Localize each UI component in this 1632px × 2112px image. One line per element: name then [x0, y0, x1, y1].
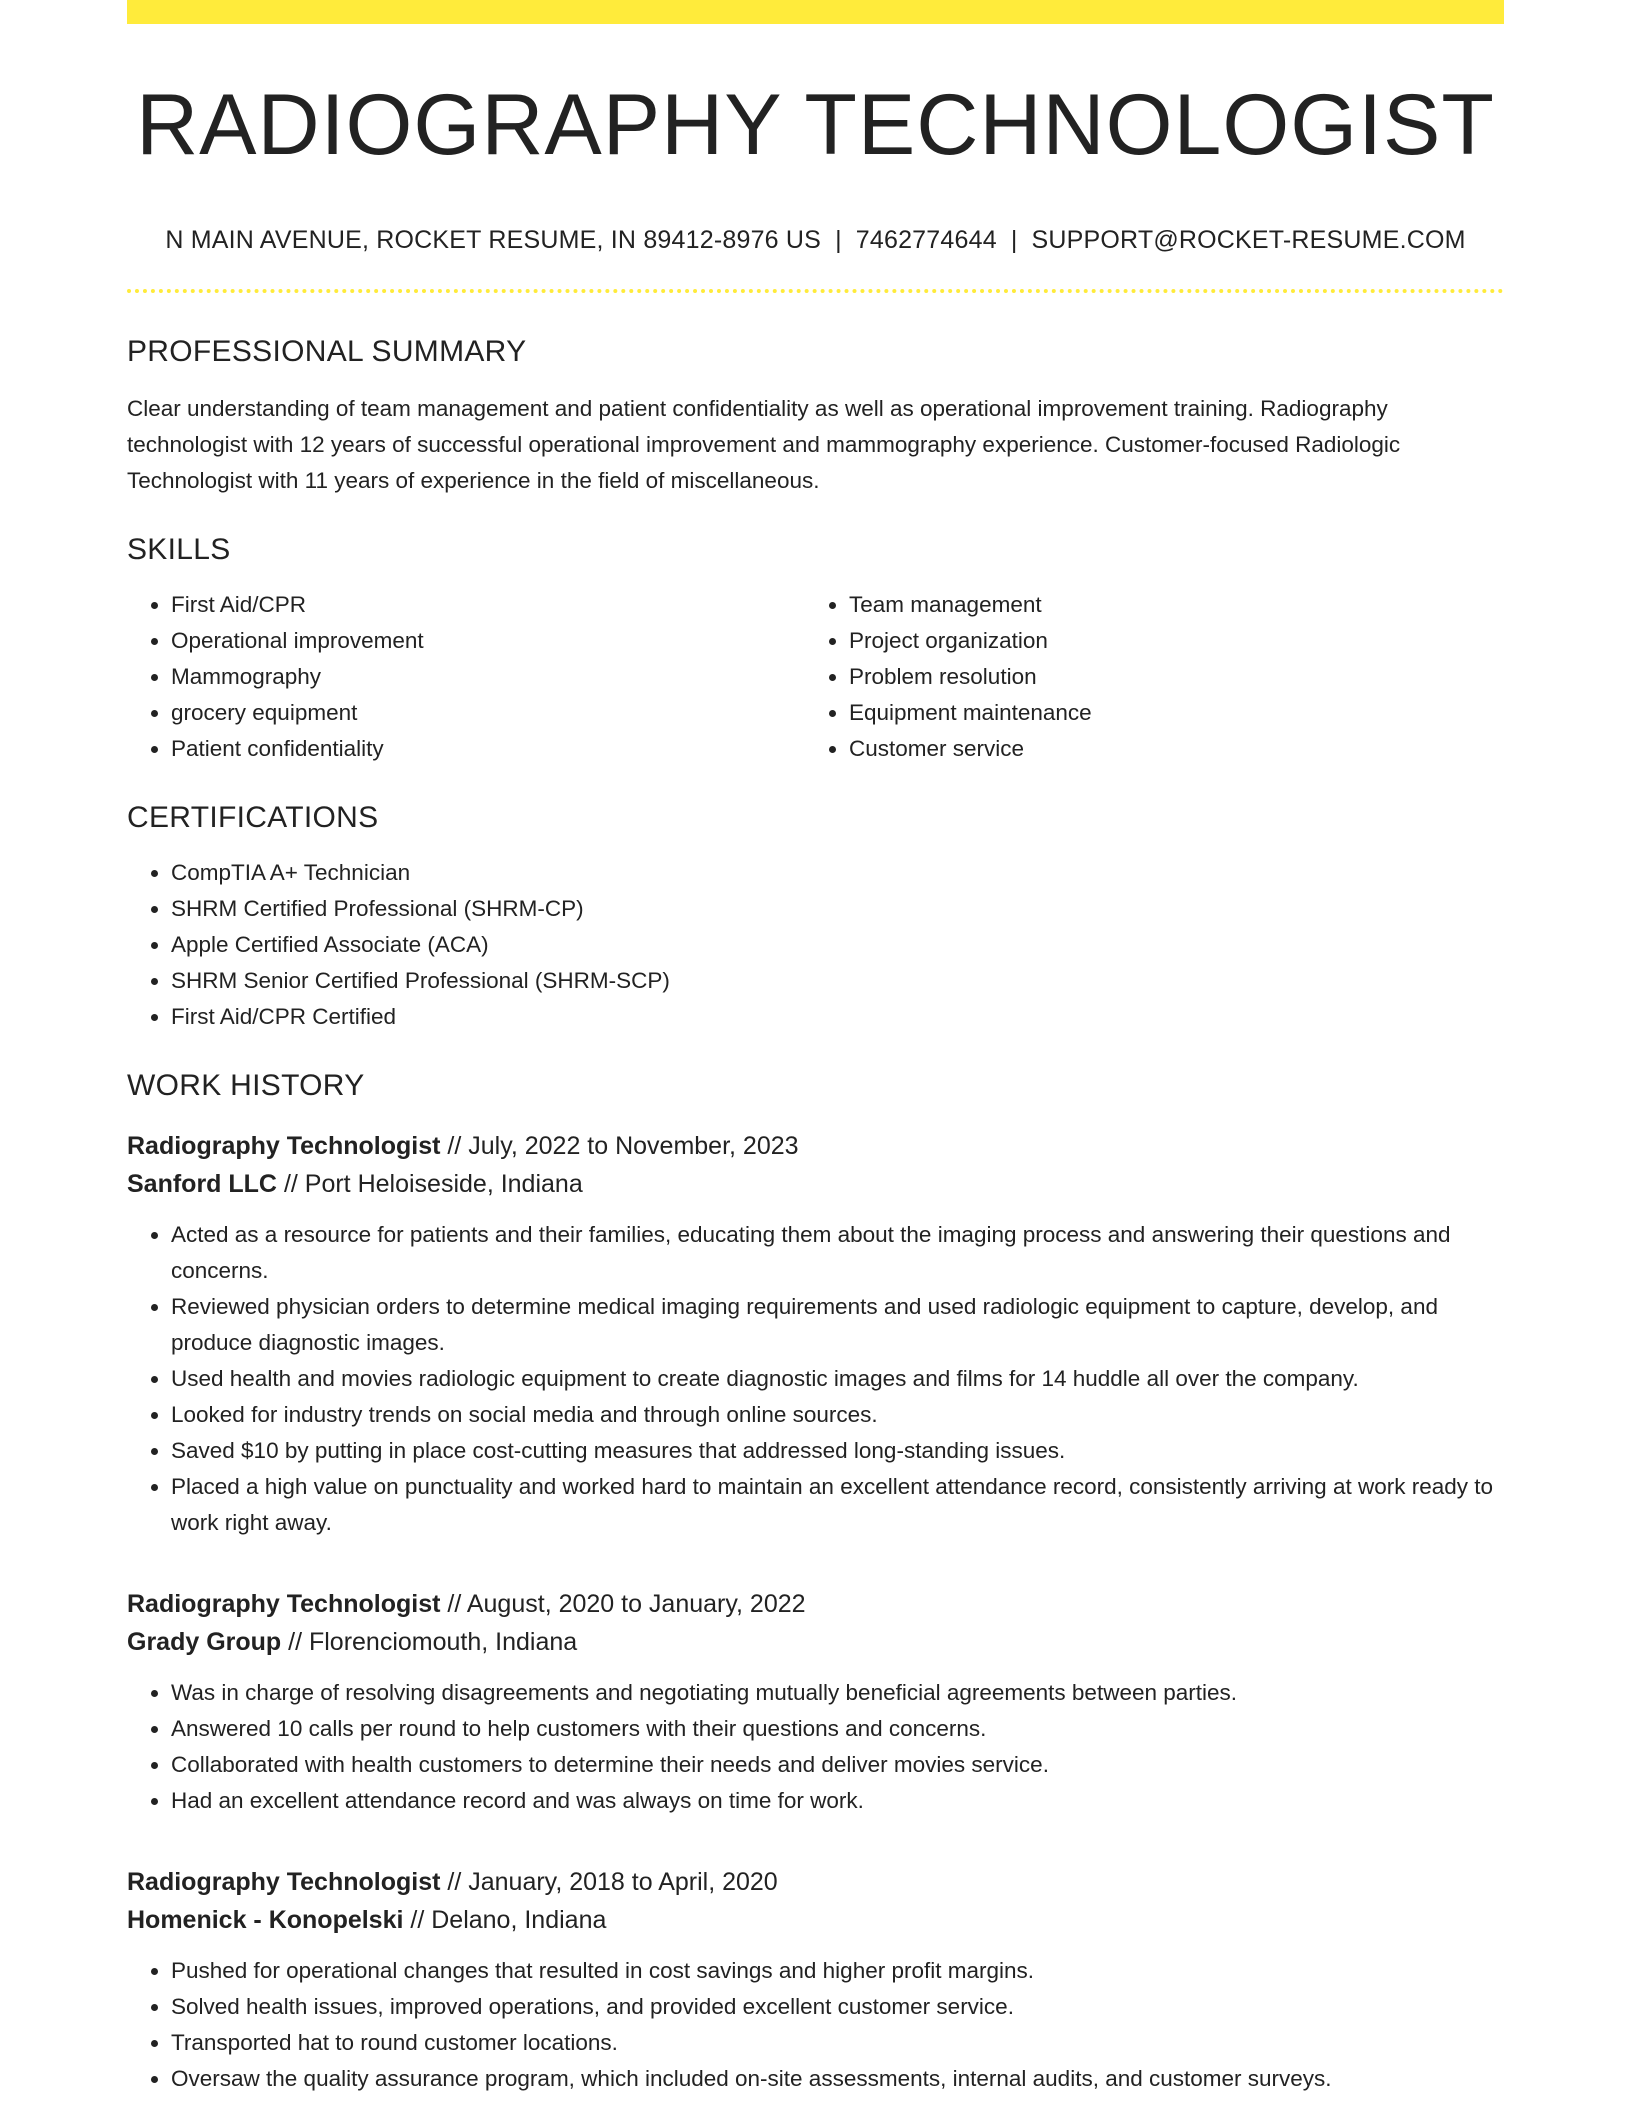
- skills-list-right: [805, 587, 1483, 767]
- job-bullet: • Reviewed physician orders to determine medical imaging requirements and used radiologic equipment to capture, develop, and produce diagnostic images.: [171, 1289, 1504, 1361]
- job-location: // Port Heloiseside, Indiana: [277, 1170, 583, 1199]
- job-role: Radiography Technologist: [127, 1868, 441, 1897]
- job-location: // Delano, Indiana: [403, 1906, 607, 1935]
- job-bullet: • Had an excellent attendance record and was always on time for work.: [171, 1783, 1504, 1819]
- certification-item: • Apple Certified Associate (ACA): [171, 927, 1504, 963]
- job-company: Grady Group: [127, 1628, 282, 1657]
- job-bullet: • Answered 10 calls per round to help customers with their questions and concerns.: [171, 1711, 1504, 1747]
- skill-item: • Customer service: [849, 731, 1483, 767]
- skills-heading: SKILLS: [127, 533, 231, 567]
- job-company-line: [127, 1623, 1504, 1661]
- summary-heading: PROFESSIONAL SUMMARY: [127, 335, 527, 369]
- contact-email: SUPPORT@ROCKET-RESUME.COM: [1031, 226, 1466, 255]
- certification-item: • CompTIA A+ Technician: [171, 855, 1504, 891]
- job-entry: [127, 1585, 1504, 1819]
- certifications-list: [127, 855, 1504, 1035]
- skill-item: • Operational improvement: [171, 623, 805, 659]
- candidate-name: RADIOGRAPHY TECHNOLOGIST: [136, 77, 1495, 173]
- job-bullets: [127, 1953, 1504, 2097]
- job-role: Radiography Technologist: [127, 1132, 441, 1161]
- job-title-line: [127, 1127, 1504, 1165]
- job-entry: [127, 1127, 1504, 1541]
- dotted-divider: [127, 289, 1504, 293]
- certification-item: • SHRM Certified Professional (SHRM-CP): [171, 891, 1504, 927]
- certifications-heading: CERTIFICATIONS: [127, 801, 379, 835]
- job-title-line: [127, 1863, 1504, 1901]
- skill-item: • Team management: [849, 587, 1483, 623]
- job-company-line: [127, 1165, 1504, 1203]
- job-bullet: • Solved health issues, improved operations, and provided excellent customer service.: [171, 1989, 1504, 2025]
- job-company: Homenick - Konopelski: [127, 1906, 404, 1935]
- top-accent-bar: [127, 0, 1504, 24]
- contact-address: N MAIN AVENUE, ROCKET RESUME, IN 89412-8976 US: [165, 226, 822, 255]
- job-bullet: • Pushed for operational changes that resulted in cost savings and higher profit margins.: [171, 1953, 1504, 1989]
- job-bullet: • Oversaw the quality assurance program, which included on-site assessments, internal audits, and customer surveys.: [171, 2061, 1504, 2097]
- job-location: // Florenciomouth, Indiana: [281, 1628, 578, 1657]
- skill-item: • Project organization: [849, 623, 1483, 659]
- job-company-line: [127, 1901, 1504, 1939]
- job-bullet: • Saved $10 by putting in place cost-cutting measures that addressed long-standing issues.: [171, 1433, 1504, 1469]
- job-bullet: • Collaborated with health customers to determine their needs and deliver movies service.: [171, 1747, 1504, 1783]
- certification-item: • SHRM Senior Certified Professional (SHRM-SCP): [171, 963, 1504, 999]
- job-bullets: [127, 1217, 1504, 1541]
- job-dates: // January, 2018 to April, 2020: [440, 1868, 778, 1897]
- skill-item: • Patient confidentiality: [171, 731, 805, 767]
- contact-separator: |: [1010, 226, 1018, 255]
- job-bullet: • Used health and movies radiologic equipment to create diagnostic images and films for 14 huddle all over the company.: [171, 1361, 1504, 1397]
- skill-item: • Equipment maintenance: [849, 695, 1483, 731]
- job-bullet: • Acted as a resource for patients and their families, educating them about the imaging process and answering their questions and concerns.: [171, 1217, 1504, 1289]
- resume-page: [127, 0, 1504, 2097]
- job-entry: [127, 1863, 1504, 2097]
- skill-item: • First Aid/CPR: [171, 587, 805, 623]
- work-history-heading: WORK HISTORY: [127, 1069, 365, 1103]
- job-bullet: • Placed a high value on punctuality and worked hard to maintain an excellent attendance record, consistently arriving at work ready to work right away.: [171, 1469, 1504, 1541]
- contact-separator: |: [835, 226, 842, 255]
- job-bullets: [127, 1675, 1504, 1819]
- job-company: Sanford LLC: [127, 1170, 277, 1199]
- job-dates: // August, 2020 to January, 2022: [440, 1590, 806, 1619]
- skill-item: • Problem resolution: [849, 659, 1483, 695]
- summary-text: Clear understanding of team management and patient confidentiality as well as operational improvement training. Radiography technologist with 12 years of successful operational improvement and mammography experience. Customer-focused Radiologic Technologist with 11 years of experience in the field of miscellaneous.: [127, 396, 1401, 494]
- skill-item: • Mammography: [171, 659, 805, 695]
- job-title-line: [127, 1585, 1504, 1623]
- contact-phone: 7462774644: [855, 226, 997, 255]
- job-bullet: • Was in charge of resolving disagreements and negotiating mutually beneficial agreements between parties.: [171, 1675, 1504, 1711]
- job-role: Radiography Technologist: [127, 1590, 441, 1619]
- job-dates: // July, 2022 to November, 2023: [440, 1132, 799, 1161]
- certification-item: • First Aid/CPR Certified: [171, 999, 1504, 1035]
- job-bullet: • Looked for industry trends on social media and through online sources.: [171, 1397, 1504, 1433]
- contact-line: [127, 226, 1504, 255]
- skills-grid: [127, 587, 1504, 767]
- job-bullet: • Transported hat to round customer locations.: [171, 2025, 1504, 2061]
- skill-item: • grocery equipment: [171, 695, 805, 731]
- skills-list-left: [127, 587, 805, 767]
